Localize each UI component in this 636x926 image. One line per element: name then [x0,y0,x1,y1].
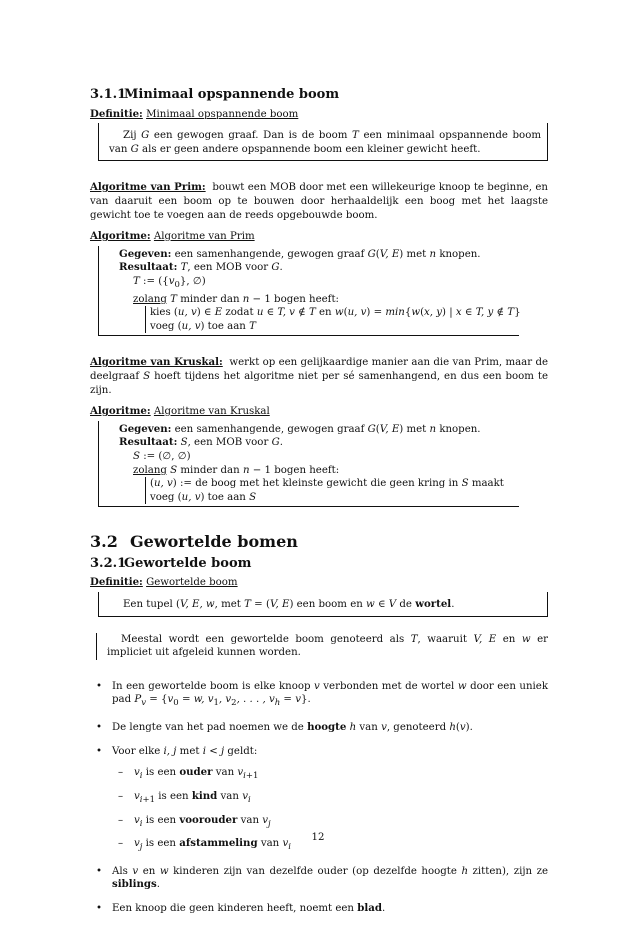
algorithm-label: Algoritme: [90,230,151,243]
definition-label: Definitie: [90,107,143,120]
algo-line: T := ($\{v_0\}$, ∅) [133,275,206,290]
list-item: • In een gewortelde boom is elke knoop v verbonden met de wortel w door een uniek pad $P_v = \{v_0 = w$, $v_1$, $v_2$, . . . , $v_h = v$}. [96,680,548,709]
algo-line: kies (u, v) ∈ E zodat u ∈ T, v ∉ T en w(u, v) = min{w(x, y) | x ∈ T, y ∉ T} [150,307,521,319]
algo-line: zolang S minder dan n − 1 bogen heeft: [133,464,340,476]
page-number: 12 [311,832,325,843]
kruskal-algorithm-box [98,421,519,508]
definition-text: Zij G een gewogen graaf. Dan is de boom T een minimaal opspannende boom van G als er geen andere opspannende boom een kleiner gewicht heeft. [109,130,541,155]
definition-name: Gewortelde boom [146,577,238,589]
algo-line: zolang T minder dan n − 1 bogen heeft: [133,293,339,305]
section-title: Gewortelde bomen [130,532,298,552]
section-number: 3.2.1 [90,555,127,571]
section-3-2-heading [90,532,548,552]
prim-description: Algoritme van Prim: bouwt een MOB door met een willekeurige knoop te beginne, en van daaruit een boom op te bouwen door herhaaldelijk een boog met het laagste gewicht toe te voegen aan de reeds opgebouwde boom. [90,181,548,221]
section-title: Minimaal opspannende boom [124,87,340,102]
kruskal-description: Algoritme van Kruskal: werkt op een gelijkaardige manier aan die van Prim, maar de deelgraaf S hoeft tijdens het algoritme niet per sé samenhangend, en dus een boom te zijn. [90,356,549,396]
list-item: • Een knoop die geen kinderen heeft, noemt een blad. [96,901,386,914]
page-content [90,88,548,926]
algo-line: S := (∅, ∅) [133,450,191,462]
sub-list-item: – $v_{i+1}$ is een kind van $v_i$ [118,789,251,805]
algorithm-header [90,230,548,244]
algo-line: Gegeven: een samenhangende, gewogen graaf G(V, E) met n knopen. [119,422,481,435]
definition-box [98,592,548,617]
prim-label: Algoritme van Prim: [90,181,206,194]
algo-line: Gegeven: een samenhangende, gewogen graaf G(V, E) met n knopen. [119,247,481,260]
algo-line: voeg (u, v) toe aan S [150,491,257,503]
kruskal-label: Algoritme van Kruskal: [90,356,223,369]
algo-line: (u, v) := de boog met het kleinste gewicht die geen kring in S maakt [150,478,504,490]
list-item: • Voor elke i, j met i < j geldt: – $v_i$ is een ouder van $v_{i+1}$ – $v_{i+1}$ is een kind van $v_i$ – $v_i$ is een voorouder van $v_j$ – $v_j$ is een afstammeling van $v_i$ [90,745,548,855]
algorithm-name: Algoritme van Prim [153,231,255,243]
definition-header [90,108,548,122]
section-3-2-1-heading [90,557,548,571]
sub-list-item: – $v_i$ is een ouder van $v_{i+1}$ [118,766,259,782]
section-3-1-1-heading [90,88,548,102]
algo-line: Resultaat: T, een MOB voor G. [119,261,283,274]
algorithm-name: Algoritme van Kruskal [153,406,270,418]
algo-line: voeg (u, v) toe aan T [150,320,256,332]
definition-name: Minimaal opspannende boom [146,108,299,120]
note-block [96,633,548,660]
list-item: • De lengte van het pad noemen we de hoogte h van v, genoteerd h(v). [96,721,473,734]
definition-box [98,123,548,161]
section-title: Gewortelde boom [124,555,252,571]
definition-text: Een tupel (V, E, w, met T = (V, E) een boom en w ∈ V de wortel. [123,598,455,611]
definition-header [90,576,548,590]
prim-algorithm-box [98,246,519,337]
section-number: 3.2 [90,532,118,552]
list-item: • Als v en w kinderen zijn van dezelfde ouder (op dezelfde hoogte h zitten), zijn ze siblings. [96,865,548,891]
definition-label: Definitie: [90,576,143,589]
bullet-list [90,680,548,916]
sub-list-item: – $v_j$ is een afstammeling van $v_i$ [118,837,291,853]
loop-body [145,477,519,504]
section-number: 3.1.1 [90,87,127,102]
algo-line: Resultaat: S, een MOB voor G. [119,436,283,449]
sub-list-item: – $v_i$ is een voorouder van $v_j$ [118,813,271,829]
note-text: Meestal wordt een gewortelde boom genoteerd als T, waaruit V, E en w er impliciet uit afgeleid kunnen worden. [107,633,548,659]
algorithm-label: Algoritme: [90,405,151,418]
loop-body [145,306,519,333]
algorithm-header [90,405,548,419]
